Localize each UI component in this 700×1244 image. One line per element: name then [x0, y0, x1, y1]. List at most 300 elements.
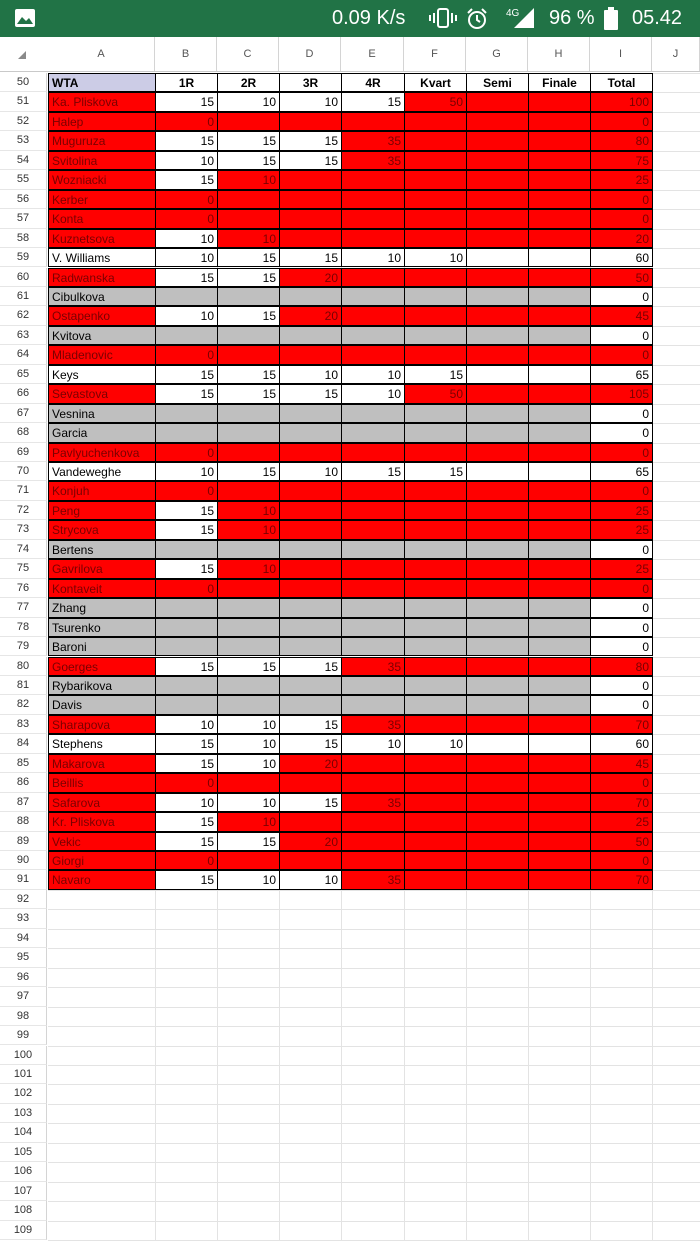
score-cell[interactable] — [217, 695, 280, 714]
score-cell[interactable] — [404, 345, 467, 364]
total-cell[interactable]: 25 — [590, 170, 653, 189]
score-cell[interactable] — [528, 734, 591, 753]
score-cell[interactable] — [466, 773, 529, 792]
score-cell[interactable] — [155, 326, 218, 345]
score-cell[interactable] — [217, 190, 280, 209]
row-header-81[interactable]: 81 — [0, 676, 47, 695]
score-cell[interactable] — [217, 481, 280, 500]
score-cell[interactable]: 15 — [279, 384, 342, 403]
total-cell[interactable]: 45 — [590, 306, 653, 325]
header-cell-1r[interactable]: 1R — [155, 73, 218, 92]
score-cell[interactable] — [466, 248, 529, 267]
score-cell[interactable]: 10 — [155, 229, 218, 248]
score-cell[interactable] — [466, 462, 529, 481]
score-cell[interactable] — [404, 306, 467, 325]
score-cell[interactable] — [279, 112, 342, 131]
score-cell[interactable] — [404, 637, 467, 656]
row-header-82[interactable]: 82 — [0, 695, 47, 714]
score-cell[interactable]: 0 — [155, 209, 218, 228]
row-header-78[interactable]: 78 — [0, 618, 47, 637]
score-cell[interactable] — [528, 268, 591, 287]
score-cell[interactable] — [155, 598, 218, 617]
score-cell[interactable] — [528, 287, 591, 306]
header-cell-finale[interactable]: Finale — [528, 73, 591, 92]
total-cell[interactable]: 0 — [590, 423, 653, 442]
header-cell-3r[interactable]: 3R — [279, 73, 342, 92]
score-cell[interactable] — [341, 345, 405, 364]
score-cell[interactable]: 15 — [217, 657, 280, 676]
score-cell[interactable] — [341, 326, 405, 345]
score-cell[interactable] — [528, 579, 591, 598]
row-header-74[interactable]: 74 — [0, 540, 47, 559]
player-name-cell[interactable]: Vesnina — [48, 404, 156, 423]
score-cell[interactable] — [466, 793, 529, 812]
score-cell[interactable]: 15 — [279, 793, 342, 812]
score-cell[interactable] — [404, 209, 467, 228]
score-cell[interactable]: 15 — [217, 131, 280, 150]
score-cell[interactable]: 15 — [155, 365, 218, 384]
total-cell[interactable]: 20 — [590, 229, 653, 248]
score-cell[interactable] — [466, 345, 529, 364]
score-cell[interactable] — [404, 657, 467, 676]
score-cell[interactable]: 15 — [217, 151, 280, 170]
row-header-52[interactable]: 52 — [0, 112, 47, 131]
score-cell[interactable] — [466, 112, 529, 131]
score-cell[interactable] — [404, 170, 467, 189]
row-header-97[interactable]: 97 — [0, 987, 47, 1006]
row-header-85[interactable]: 85 — [0, 754, 47, 773]
score-cell[interactable] — [217, 851, 280, 870]
score-cell[interactable] — [528, 559, 591, 578]
player-name-cell[interactable]: Keys — [48, 365, 156, 384]
total-cell[interactable]: 75 — [590, 151, 653, 170]
score-cell[interactable] — [341, 851, 405, 870]
score-cell[interactable] — [466, 657, 529, 676]
score-cell[interactable] — [528, 345, 591, 364]
score-cell[interactable]: 10 — [404, 734, 467, 753]
score-cell[interactable] — [528, 520, 591, 539]
score-cell[interactable] — [279, 443, 342, 462]
score-cell[interactable] — [217, 579, 280, 598]
player-name-cell[interactable]: Radwanska — [48, 268, 156, 287]
score-cell[interactable] — [466, 676, 529, 695]
score-cell[interactable]: 0 — [155, 443, 218, 462]
score-cell[interactable] — [466, 306, 529, 325]
score-cell[interactable] — [466, 851, 529, 870]
score-cell[interactable] — [279, 812, 342, 831]
score-cell[interactable] — [528, 773, 591, 792]
score-cell[interactable] — [466, 754, 529, 773]
score-cell[interactable] — [528, 754, 591, 773]
score-cell[interactable] — [466, 131, 529, 150]
row-header-104[interactable]: 104 — [0, 1123, 47, 1142]
total-cell[interactable]: 0 — [590, 345, 653, 364]
score-cell[interactable] — [279, 598, 342, 617]
score-cell[interactable] — [341, 676, 405, 695]
score-cell[interactable] — [528, 209, 591, 228]
score-cell[interactable]: 10 — [341, 734, 405, 753]
score-cell[interactable]: 10 — [279, 870, 342, 889]
row-header-69[interactable]: 69 — [0, 443, 47, 462]
score-cell[interactable] — [466, 695, 529, 714]
score-cell[interactable] — [466, 501, 529, 520]
score-cell[interactable] — [466, 92, 529, 111]
score-cell[interactable]: 0 — [155, 481, 218, 500]
score-cell[interactable] — [217, 404, 280, 423]
column-header-i[interactable]: I — [590, 37, 652, 71]
score-cell[interactable] — [217, 209, 280, 228]
score-cell[interactable]: 15 — [279, 131, 342, 150]
score-cell[interactable] — [528, 112, 591, 131]
score-cell[interactable]: 15 — [155, 131, 218, 150]
player-name-cell[interactable]: Vekic — [48, 832, 156, 851]
score-cell[interactable] — [466, 423, 529, 442]
total-cell[interactable]: 25 — [590, 520, 653, 539]
row-header-90[interactable]: 90 — [0, 851, 47, 870]
row-header-51[interactable]: 51 — [0, 92, 47, 111]
score-cell[interactable] — [341, 287, 405, 306]
score-cell[interactable]: 15 — [341, 462, 405, 481]
row-header-54[interactable]: 54 — [0, 151, 47, 170]
score-cell[interactable] — [217, 676, 280, 695]
score-cell[interactable]: 10 — [217, 501, 280, 520]
score-cell[interactable] — [217, 287, 280, 306]
row-header-56[interactable]: 56 — [0, 190, 47, 209]
score-cell[interactable]: 0 — [155, 190, 218, 209]
score-cell[interactable]: 35 — [341, 131, 405, 150]
score-cell[interactable] — [341, 754, 405, 773]
score-cell[interactable] — [528, 404, 591, 423]
score-cell[interactable] — [341, 268, 405, 287]
score-cell[interactable] — [528, 832, 591, 851]
player-name-cell[interactable]: Mladenovic — [48, 345, 156, 364]
score-cell[interactable] — [404, 326, 467, 345]
score-cell[interactable]: 15 — [155, 734, 218, 753]
score-cell[interactable] — [279, 229, 342, 248]
score-cell[interactable]: 15 — [155, 832, 218, 851]
score-cell[interactable]: 10 — [217, 715, 280, 734]
score-cell[interactable] — [404, 715, 467, 734]
player-name-cell[interactable]: Wozniacki — [48, 170, 156, 189]
score-cell[interactable] — [279, 326, 342, 345]
total-cell[interactable]: 50 — [590, 268, 653, 287]
row-header-59[interactable]: 59 — [0, 248, 47, 267]
score-cell[interactable] — [404, 540, 467, 559]
score-cell[interactable]: 10 — [217, 734, 280, 753]
total-cell[interactable]: 0 — [590, 676, 653, 695]
player-name-cell[interactable]: Garcia — [48, 423, 156, 442]
header-cell-wta[interactable]: WTA — [48, 73, 156, 92]
score-cell[interactable] — [404, 443, 467, 462]
player-name-cell[interactable]: Sharapova — [48, 715, 156, 734]
score-cell[interactable] — [404, 754, 467, 773]
score-cell[interactable] — [404, 268, 467, 287]
score-cell[interactable]: 35 — [341, 715, 405, 734]
player-name-cell[interactable]: Bertens — [48, 540, 156, 559]
row-header-101[interactable]: 101 — [0, 1065, 47, 1084]
total-cell[interactable]: 0 — [590, 773, 653, 792]
select-all-corner[interactable] — [18, 51, 26, 59]
score-cell[interactable] — [528, 481, 591, 500]
score-cell[interactable]: 15 — [155, 812, 218, 831]
score-cell[interactable] — [466, 870, 529, 889]
score-cell[interactable] — [341, 209, 405, 228]
score-cell[interactable]: 15 — [341, 92, 405, 111]
total-cell[interactable]: 25 — [590, 812, 653, 831]
score-cell[interactable] — [155, 695, 218, 714]
score-cell[interactable] — [466, 151, 529, 170]
total-cell[interactable]: 105 — [590, 384, 653, 403]
score-cell[interactable] — [466, 559, 529, 578]
score-cell[interactable] — [466, 540, 529, 559]
total-cell[interactable]: 0 — [590, 404, 653, 423]
score-cell[interactable] — [404, 812, 467, 831]
score-cell[interactable]: 15 — [404, 365, 467, 384]
header-cell-kvart[interactable]: Kvart — [404, 73, 467, 92]
score-cell[interactable] — [466, 365, 529, 384]
score-cell[interactable]: 10 — [341, 365, 405, 384]
column-header-g[interactable]: G — [466, 37, 528, 71]
score-cell[interactable] — [404, 676, 467, 695]
score-cell[interactable]: 10 — [217, 229, 280, 248]
score-cell[interactable] — [341, 481, 405, 500]
row-header-98[interactable]: 98 — [0, 1007, 47, 1026]
header-cell-total[interactable]: Total — [590, 73, 653, 92]
score-cell[interactable] — [279, 170, 342, 189]
score-cell[interactable] — [466, 832, 529, 851]
score-cell[interactable] — [217, 598, 280, 617]
score-cell[interactable] — [279, 209, 342, 228]
player-name-cell[interactable]: Pavlyuchenkova — [48, 443, 156, 462]
score-cell[interactable] — [528, 501, 591, 520]
total-cell[interactable]: 0 — [590, 287, 653, 306]
total-cell[interactable]: 0 — [590, 481, 653, 500]
row-header-77[interactable]: 77 — [0, 598, 47, 617]
total-cell[interactable]: 0 — [590, 579, 653, 598]
score-cell[interactable] — [279, 345, 342, 364]
score-cell[interactable]: 10 — [155, 715, 218, 734]
score-cell[interactable] — [466, 268, 529, 287]
row-header-55[interactable]: 55 — [0, 170, 47, 189]
player-name-cell[interactable]: Zhang — [48, 598, 156, 617]
score-cell[interactable]: 20 — [279, 754, 342, 773]
player-name-cell[interactable]: Kontaveit — [48, 579, 156, 598]
player-name-cell[interactable]: Konjuh — [48, 481, 156, 500]
row-header-53[interactable]: 53 — [0, 131, 47, 150]
total-cell[interactable]: 25 — [590, 501, 653, 520]
score-cell[interactable]: 15 — [155, 268, 218, 287]
column-header-a[interactable]: A — [48, 37, 155, 71]
score-cell[interactable]: 10 — [155, 306, 218, 325]
score-cell[interactable] — [279, 676, 342, 695]
score-cell[interactable] — [155, 676, 218, 695]
row-header-68[interactable]: 68 — [0, 423, 47, 442]
score-cell[interactable]: 15 — [155, 520, 218, 539]
score-cell[interactable] — [341, 773, 405, 792]
player-name-cell[interactable]: Rybarikova — [48, 676, 156, 695]
score-cell[interactable] — [155, 287, 218, 306]
score-cell[interactable] — [279, 851, 342, 870]
player-name-cell[interactable]: Beillis — [48, 773, 156, 792]
player-name-cell[interactable]: Kuznetsova — [48, 229, 156, 248]
score-cell[interactable] — [466, 618, 529, 637]
column-header-f[interactable]: F — [404, 37, 466, 71]
score-cell[interactable] — [404, 793, 467, 812]
score-cell[interactable] — [466, 812, 529, 831]
score-cell[interactable]: 10 — [217, 754, 280, 773]
score-cell[interactable] — [528, 151, 591, 170]
player-name-cell[interactable]: Gavrilova — [48, 559, 156, 578]
score-cell[interactable] — [341, 637, 405, 656]
row-header-71[interactable]: 71 — [0, 481, 47, 500]
score-cell[interactable] — [155, 618, 218, 637]
player-name-cell[interactable]: Konta — [48, 209, 156, 228]
row-header-92[interactable]: 92 — [0, 890, 47, 909]
row-header-93[interactable]: 93 — [0, 909, 47, 928]
column-header-j[interactable]: J — [652, 37, 700, 71]
score-cell[interactable]: 10 — [155, 151, 218, 170]
score-cell[interactable]: 10 — [279, 365, 342, 384]
score-cell[interactable] — [341, 112, 405, 131]
total-cell[interactable]: 65 — [590, 365, 653, 384]
score-cell[interactable]: 15 — [279, 248, 342, 267]
score-cell[interactable]: 10 — [341, 248, 405, 267]
score-cell[interactable] — [279, 579, 342, 598]
score-cell[interactable] — [341, 540, 405, 559]
column-header-h[interactable]: H — [528, 37, 590, 71]
row-header-86[interactable]: 86 — [0, 773, 47, 792]
row-header-64[interactable]: 64 — [0, 345, 47, 364]
row-header-103[interactable]: 103 — [0, 1104, 47, 1123]
score-cell[interactable] — [404, 618, 467, 637]
score-cell[interactable] — [217, 345, 280, 364]
score-cell[interactable] — [217, 637, 280, 656]
total-cell[interactable]: 70 — [590, 870, 653, 889]
score-cell[interactable] — [279, 540, 342, 559]
score-cell[interactable]: 50 — [404, 384, 467, 403]
score-cell[interactable] — [528, 92, 591, 111]
score-cell[interactable] — [528, 365, 591, 384]
score-cell[interactable] — [528, 851, 591, 870]
player-name-cell[interactable]: Cibulkova — [48, 287, 156, 306]
score-cell[interactable]: 0 — [155, 851, 218, 870]
score-cell[interactable]: 35 — [341, 793, 405, 812]
score-cell[interactable] — [528, 657, 591, 676]
column-header-b[interactable]: B — [155, 37, 217, 71]
score-cell[interactable] — [341, 404, 405, 423]
score-cell[interactable]: 10 — [217, 170, 280, 189]
score-cell[interactable] — [528, 870, 591, 889]
total-cell[interactable]: 60 — [590, 734, 653, 753]
player-name-cell[interactable]: Vandeweghe — [48, 462, 156, 481]
score-cell[interactable] — [279, 190, 342, 209]
score-cell[interactable] — [528, 715, 591, 734]
total-cell[interactable]: 65 — [590, 462, 653, 481]
score-cell[interactable] — [404, 151, 467, 170]
score-cell[interactable]: 0 — [155, 773, 218, 792]
score-cell[interactable] — [341, 229, 405, 248]
score-cell[interactable]: 10 — [155, 248, 218, 267]
score-cell[interactable]: 0 — [155, 112, 218, 131]
row-header-73[interactable]: 73 — [0, 520, 47, 539]
score-cell[interactable] — [528, 190, 591, 209]
score-cell[interactable]: 10 — [279, 92, 342, 111]
score-cell[interactable]: 10 — [155, 462, 218, 481]
column-header-c[interactable]: C — [217, 37, 279, 71]
player-name-cell[interactable]: Kr. Pliskova — [48, 812, 156, 831]
score-cell[interactable] — [528, 131, 591, 150]
total-cell[interactable]: 25 — [590, 559, 653, 578]
header-cell-semi[interactable]: Semi — [466, 73, 529, 92]
row-header-76[interactable]: 76 — [0, 579, 47, 598]
score-cell[interactable] — [217, 443, 280, 462]
score-cell[interactable]: 35 — [341, 870, 405, 889]
score-cell[interactable]: 20 — [279, 832, 342, 851]
score-cell[interactable] — [217, 112, 280, 131]
score-cell[interactable] — [341, 832, 405, 851]
row-header-65[interactable]: 65 — [0, 365, 47, 384]
score-cell[interactable] — [404, 870, 467, 889]
score-cell[interactable] — [155, 423, 218, 442]
player-name-cell[interactable]: V. Williams — [48, 248, 156, 267]
total-cell[interactable]: 0 — [590, 112, 653, 131]
score-cell[interactable] — [279, 559, 342, 578]
score-cell[interactable]: 15 — [279, 715, 342, 734]
score-cell[interactable] — [528, 598, 591, 617]
total-cell[interactable]: 50 — [590, 832, 653, 851]
score-cell[interactable] — [341, 812, 405, 831]
player-name-cell[interactable]: Halep — [48, 112, 156, 131]
score-cell[interactable] — [341, 520, 405, 539]
score-cell[interactable] — [341, 170, 405, 189]
score-cell[interactable] — [279, 423, 342, 442]
row-header-79[interactable]: 79 — [0, 637, 47, 656]
score-cell[interactable] — [404, 695, 467, 714]
player-name-cell[interactable]: Stephens — [48, 734, 156, 753]
score-cell[interactable] — [528, 384, 591, 403]
score-cell[interactable] — [528, 423, 591, 442]
total-cell[interactable]: 70 — [590, 715, 653, 734]
score-cell[interactable] — [341, 443, 405, 462]
score-cell[interactable] — [404, 773, 467, 792]
score-cell[interactable]: 15 — [217, 365, 280, 384]
score-cell[interactable] — [466, 229, 529, 248]
score-cell[interactable] — [466, 443, 529, 462]
score-cell[interactable] — [279, 637, 342, 656]
score-cell[interactable] — [404, 423, 467, 442]
score-cell[interactable]: 10 — [217, 559, 280, 578]
player-name-cell[interactable]: Svitolina — [48, 151, 156, 170]
score-cell[interactable] — [404, 520, 467, 539]
score-cell[interactable] — [217, 423, 280, 442]
score-cell[interactable]: 10 — [217, 812, 280, 831]
score-cell[interactable] — [217, 773, 280, 792]
total-cell[interactable]: 80 — [590, 131, 653, 150]
total-cell[interactable]: 100 — [590, 92, 653, 111]
score-cell[interactable] — [279, 287, 342, 306]
score-cell[interactable] — [466, 190, 529, 209]
row-header-102[interactable]: 102 — [0, 1084, 47, 1103]
row-header-83[interactable]: 83 — [0, 715, 47, 734]
row-header-106[interactable]: 106 — [0, 1162, 47, 1181]
score-cell[interactable]: 15 — [155, 501, 218, 520]
score-cell[interactable] — [404, 598, 467, 617]
row-header-89[interactable]: 89 — [0, 832, 47, 851]
score-cell[interactable] — [404, 851, 467, 870]
row-header-95[interactable]: 95 — [0, 948, 47, 967]
score-cell[interactable]: 20 — [279, 268, 342, 287]
score-cell[interactable] — [404, 832, 467, 851]
